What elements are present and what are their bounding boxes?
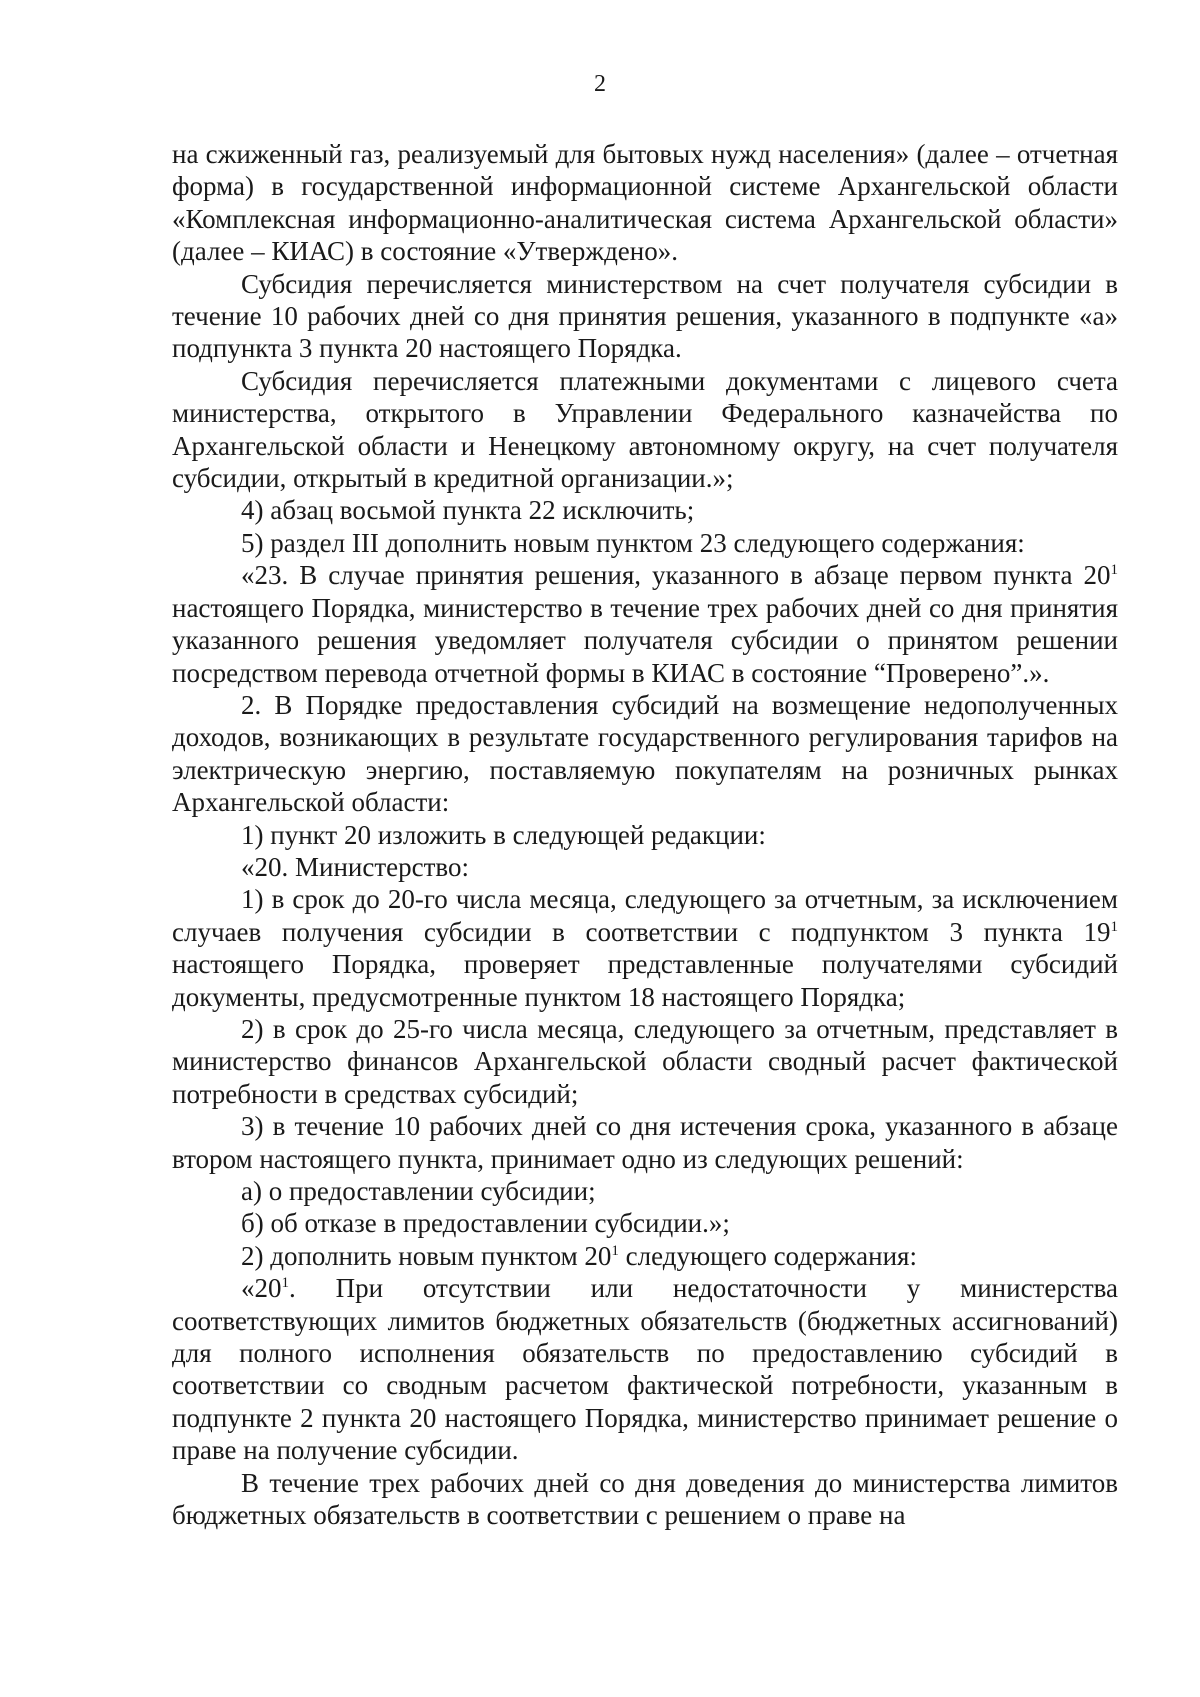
paragraph-item-2-add-point	[172, 1240, 1118, 1272]
paragraph-subsidy-transfer: Субсидия перечисляется министерством на счет получателя субсидии в течение 10 рабочих дней со дня принятия решения, указанного в подпункте «а» подпункта 3 пункта 20 настоящего Порядка.	[172, 268, 1118, 364]
point-20-1-text-end: . При отсутствии или недостаточности у министерства соответствующих лимитов бюджетных обязательств (бюджетных ассигнований) для полного исполнения обязательств по предоставлению субсидий в соответствии со сводным расчетом фактической потребности, указанным в подпункте 2 пункта 20 настоящего Порядка, министерство принимает решение о праве на получение субсидии.	[172, 1273, 1118, 1466]
paragraph-subitem-1	[172, 883, 1118, 1013]
paragraph-payment-documents: Субсидия перечисляется платежными документами с лицевого счета министерства, открытого в Управлении Федерального казначейства по Архангельской области и Ненецкому автономному округу, на счет получателя субсидии, открытый в кредитной организации.»;	[172, 365, 1118, 494]
document-body	[172, 138, 1118, 1531]
subitem-1-text-start: 1) в срок до 20-го числа месяца, следующего за отчетным, за исключением случаев получения субсидии в соответствии с подпунктом 3 пункта 19	[172, 884, 1118, 947]
superscript: 1	[1110, 562, 1118, 579]
paragraph-subitem-2: 2) в срок до 25-го числа месяца, следующего за отчетным, представляет в министерство финансов Архангельской области сводный расчет фактической потребности в средствах субсидий;	[172, 1013, 1118, 1109]
point-20-1-text-start: «20	[241, 1273, 282, 1304]
superscript: 1	[281, 1275, 289, 1292]
paragraph-option-a: а) о предоставлении субсидии;	[241, 1176, 596, 1206]
paragraph-ministry-heading: «20. Министерство:	[241, 851, 469, 882]
subitem-1-text-end: настоящего Порядка, проверяет представленные получателями субсидий документы, предусмотренные пунктом 18 настоящего Порядка;	[172, 949, 1118, 1012]
paragraph-section-2: 2. В Порядке предоставления субсидий на возмещение недополученных доходов, возникающих в результате государственного регулирования тарифов на электрическую энергию, поставляемую покупателям на розничных рынках Архангельской области:	[172, 689, 1118, 818]
paragraph-item-1-point-20: 1) пункт 20 изложить в следующей редакции:	[241, 819, 766, 850]
superscript: 1	[1110, 918, 1118, 935]
item-2-text-end: следующего содержания:	[618, 1240, 917, 1271]
superscript: 1	[611, 1242, 619, 1259]
paragraph-option-b: б) об отказе в предоставлении субсидии.»;	[241, 1208, 730, 1239]
paragraph-three-days: В течение трех рабочих дней со дня доведения до министерства лимитов бюджетных обязательств в соответствии с решением о праве на	[172, 1467, 1118, 1531]
paragraph-item-5: 5) раздел III дополнить новым пунктом 23 следующего содержания:	[241, 527, 1025, 558]
paragraph-point-23	[172, 559, 1118, 689]
item-2-text-start: 2) дополнить новым пунктом 20	[241, 1240, 612, 1271]
paragraph-continuation: на сжиженный газ, реализуемый для бытовых нужд населения» (далее – отчетная форма) в государственной информационной системе Архангельской области «Комплексная информационно-аналитическая система Архангельской области» (далее – КИАС) в состояние «Утверждено».	[172, 139, 1118, 267]
paragraph-item-4: 4) абзац восьмой пункта 22 исключить;	[241, 495, 695, 526]
paragraph-point-20-1	[172, 1272, 1118, 1466]
point-23-text-end: настоящего Порядка, министерство в течение трех рабочих дней со дня принятия указанного решения уведомляет получателя субсидии о принятом решении посредством перевода отчетной формы в КИАС в состояние “Проверено”.».	[172, 592, 1118, 688]
paragraph-subitem-3: 3) в течение 10 рабочих дней со дня истечения срока, указанного в абзаце втором настоящего пункта, принимает одно из следующих решений:	[172, 1111, 1118, 1174]
page-number: 2	[594, 71, 606, 97]
point-23-text-start: «23. В случае принятия решения, указанного в абзаце первом пункта 20	[241, 560, 1111, 591]
